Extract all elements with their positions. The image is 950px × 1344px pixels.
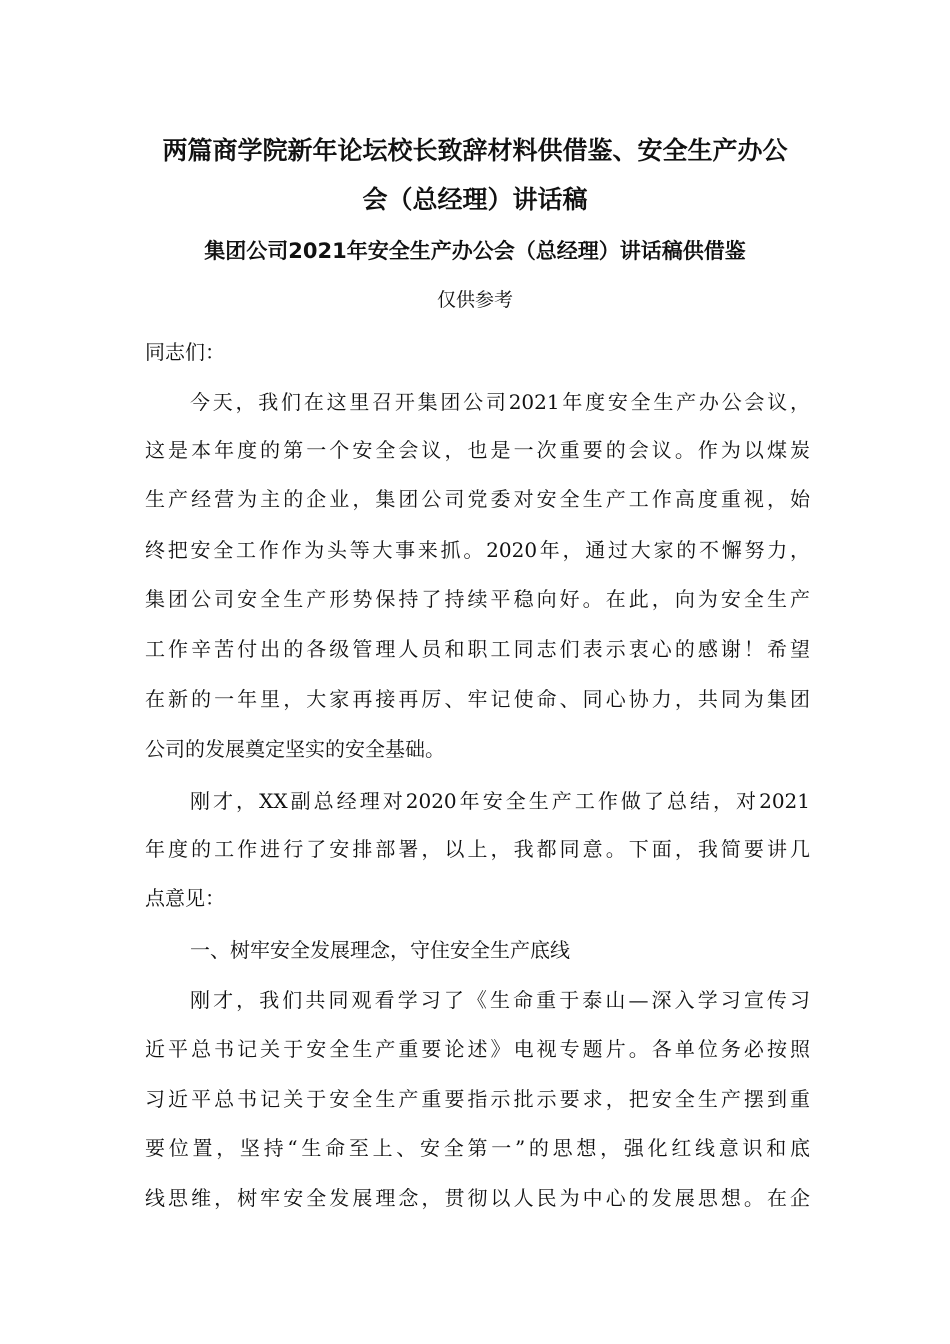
body-line: 年度的工作进行了安排部署，以上，我都同意。下面，我简要讲几 (145, 837, 810, 861)
body-line: 这是本年度的第一个安全会议，也是一次重要的会议。作为以煤炭 (145, 438, 810, 462)
body-line: 公司的发展奠定坚实的安全基础。 (145, 737, 445, 761)
section-heading: 一、树牢安全发展理念，守住安全生产底线 (190, 938, 570, 962)
document-subtitle: 集团公司2021年安全生产办公会（总经理）讲话稿供借鉴 (204, 239, 746, 263)
body-line: 要位置，坚持“生命至上、安全第一”的思想，强化红线意识和底 (145, 1136, 810, 1160)
document-title-line-2: 会（总经理）讲话稿 (362, 185, 588, 214)
body-line: 刚才，我们共同观看学习了《生命重于泰山—深入学习宣传习 (190, 988, 810, 1012)
reference-note: 仅供参考 (436, 289, 513, 311)
salutation: 同志们： (145, 340, 225, 364)
body-line: 习近平总书记关于安全生产重要指示批示要求，把安全生产摆到重 (145, 1087, 810, 1111)
body-line: 终把安全工作作为头等大事来抓。2020年，通过大家的不懈努力， (145, 538, 810, 562)
body-line: 线思维，树牢安全发展理念，贯彻以人民为中心的发展思想。在企 (145, 1186, 810, 1210)
document-title-line-1: 两篇商学院新年论坛校长致辞材料供借鉴、安全生产办公 (162, 136, 788, 165)
body-line: 今天，我们在这里召开集团公司2021年度安全生产办公会议， (190, 390, 810, 414)
body-line: 集团公司安全生产形势保持了持续平稳向好。在此，向为安全生产 (145, 587, 810, 611)
body-line: 近平总书记关于安全生产重要论述》电视专题片。各单位务必按照 (145, 1037, 810, 1061)
body-line: 在新的一年里，大家再接再厉、牢记使命、同心协力，共同为集团 (145, 687, 810, 711)
body-line: 工作辛苦付出的各级管理人员和职工同志们表示衷心的感谢！希望 (145, 637, 810, 661)
body-line: 刚才，XX副总经理对2020年安全生产工作做了总结，对2021 (190, 789, 810, 813)
body-line: 生产经营为主的企业，集团公司党委对安全生产工作高度重视，始 (145, 487, 810, 511)
body-line: 点意见： (145, 886, 225, 910)
